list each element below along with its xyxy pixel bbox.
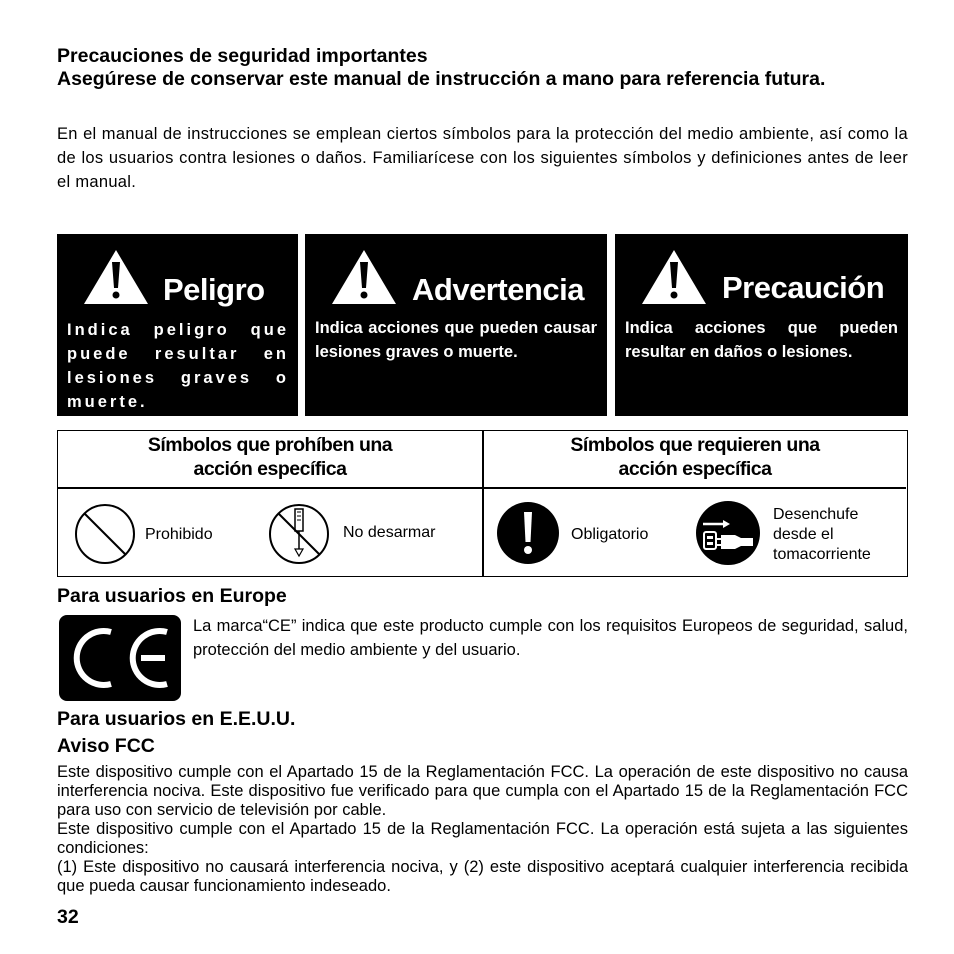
row-divider [58, 487, 906, 489]
page-number: 32 [57, 906, 79, 928]
safety-title: Precauciones de seguridad importantes [57, 45, 428, 67]
fcc-heading: Aviso FCC [57, 735, 155, 757]
warning-triangle-icon [82, 248, 150, 306]
ce-description: La marca“CE” indica que este producto cumple con los requisitos Europeos de seguridad, salud, protección del medio ambiente y del usuario. [193, 617, 908, 659]
fcc-paragraph-1: Este dispositivo cumple con el Apartado 15 de la Reglamentación FCC. La operación de este dispositivo no causa interferencia nociva. Este dispositivo fue verificado para que cumpla con el Apartado 15 de la Reglamentación FCC para uso con servicio de televisión por cable. [57, 763, 908, 819]
unplug-icon [695, 500, 761, 566]
fcc-paragraph-2: Este dispositivo cumple con el Apartado 15 de la Reglamentación FCC. La operación está sujeta a las siguientes condiciones: [57, 820, 908, 857]
mandatory-label: Obligatorio [571, 526, 649, 543]
warning-box [305, 234, 607, 416]
mandatory-icon [496, 501, 560, 565]
caution-box [615, 234, 908, 416]
fcc-paragraph-3: (1) Este dispositivo no causará interferencia nociva, y (2) este dispositivo aceptará cualquier interferencia recibida que pueda causar funcionamiento indeseado. [57, 858, 908, 895]
danger-description: Indica peligro que puede resultar en lesiones graves o muerte. [67, 321, 289, 411]
intro-paragraph: En el manual de instrucciones se emplean ciertos símbolos para la protección del medio ambiente, así como la de los usuarios contra lesiones o daños. Familiarícese con los siguientes símbolos y definiciones antes de leer el manual. [57, 125, 908, 191]
require-header: Símbolos que requieren una acción específica [570, 434, 820, 480]
danger-box [57, 234, 298, 416]
safety-heading [57, 45, 908, 91]
usa-heading: Para usuarios en E.E.U.U. [57, 708, 296, 730]
caution-title: Precaución [722, 270, 885, 305]
prohibited-icon [74, 503, 136, 565]
safety-subtitle: Asegúrese de conservar este manual de instrucción a mano para referencia futura. [57, 68, 826, 90]
warning-description: Indica acciones que pueden causar lesiones graves o muerte. [315, 319, 597, 361]
danger-title: Peligro [163, 272, 265, 307]
prohibited-label: Prohibido [145, 526, 213, 543]
europe-heading: Para usuarios en Europe [57, 585, 287, 607]
no-disassemble-icon [268, 503, 330, 565]
caution-description: Indica acciones que pueden resultar en daños o lesiones. [625, 319, 898, 361]
symbols-table [57, 430, 908, 577]
fcc-text [57, 763, 908, 896]
warning-triangle-icon [640, 248, 708, 306]
ce-mark-logo [59, 615, 181, 701]
prohibit-header: Símbolos que prohíben una acción específica [147, 434, 393, 480]
warning-title: Advertencia [412, 272, 584, 307]
unplug-label: Desenchufe desde el tomacorriente [773, 506, 871, 563]
no-disassemble-label: No desarmar [343, 524, 436, 541]
warning-triangle-icon [330, 248, 398, 306]
